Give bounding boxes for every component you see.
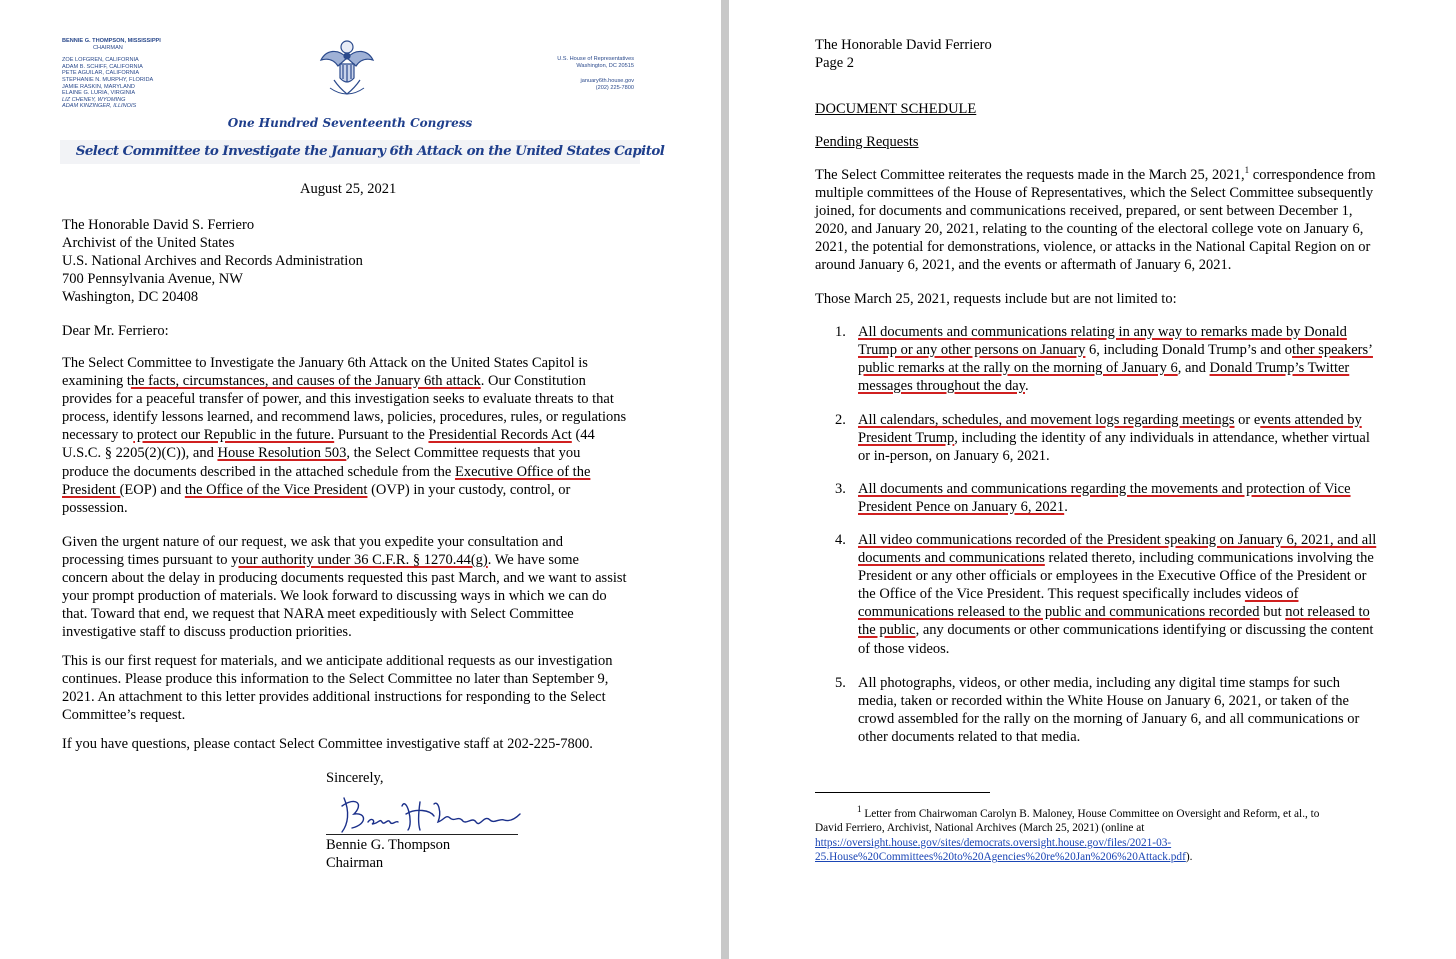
text-line: examining the facts, circumstances, and causes of the January 6th attack. Our Constitution <box>62 373 586 390</box>
letter-date: August 25, 2021 <box>300 181 397 197</box>
page-divider <box>721 0 729 959</box>
text-line: communications released to the public and communications recorded but not released to <box>858 604 1370 621</box>
committee-title: Select Committee to Investigate the January 6th Attack on the United States Capitol <box>75 143 665 159</box>
text-line: concern about the delay in producing documents requested this past March, and we want to assist <box>62 570 627 587</box>
text-line: necessary to protect our Republic in the future. Pursuant to the Presidential Records Act (44 <box>62 427 595 444</box>
member-name: ELAINE G. LURIA, VIRGINIA <box>62 90 136 97</box>
text-line: President Pence on January 6, 2021. <box>858 499 1068 516</box>
schedule-heading: DOCUMENT SCHEDULE <box>815 101 977 117</box>
page-header <box>815 36 992 72</box>
members-list <box>62 57 161 110</box>
text-line: messages throughout the day. <box>858 378 1029 395</box>
letterhead-members <box>62 38 161 110</box>
text-line: multiple committees of the House of Representatives, which the Select Committee subsequently <box>815 185 1374 202</box>
text-line: Given the urgent nature of our request, we ask that you expedite your consultation and <box>62 534 564 550</box>
text-line: All documents and communications regarding the movements and protection of Vice <box>858 481 1351 497</box>
member-name: LIZ CHENEY, WYOMING <box>62 96 126 103</box>
address-line: Archivist of the United States <box>62 235 235 252</box>
eagle-seal-icon <box>318 38 376 100</box>
text-line: 2021, the potential for demonstrations, violence, or attacks in the National Capital Region on or <box>815 239 1371 256</box>
text-line: provides for a peaceful transfer of power, and this investigation seeks to evaluate threats to that <box>62 391 614 408</box>
address-line: U.S. National Archives and Records Administration <box>62 253 363 270</box>
text-line: President or any other officials or employees in the Executive Office of the President or <box>858 568 1367 585</box>
contact-website: january6th.house.gov <box>580 78 634 84</box>
text-line: U.S.C. § 2205(2)(C)), and House Resolution 503, the Select Committee requests that you <box>62 445 581 462</box>
text-line: All documents and communications relating in any way to remarks made by Donald <box>858 324 1347 340</box>
text-line: The Select Committee reiterates the requests made in the March 25, 2021,$^1$ correspondence from <box>815 165 1376 183</box>
text-line: of those videos. <box>858 640 950 657</box>
text-line: joined, for documents and communications received, prepared, or sent between December 1, <box>815 203 1353 220</box>
footnote-line: $^1$ Letter from Chairwoman Carolyn B. Maloney, House Committee on Oversight and Reform, et al., to <box>857 804 1320 820</box>
item-number: 1. <box>835 324 846 340</box>
address-line: Washington, DC 20515 <box>576 63 634 69</box>
item-number: 2. <box>835 412 846 428</box>
item-body <box>858 480 1386 516</box>
paragraph-1 <box>62 354 642 517</box>
text-line: the Office of the Vice President. This request specifically includes videos of <box>858 586 1299 603</box>
text-line: produce the documents described in the attached schedule from the Executive Office of the <box>62 463 591 480</box>
chairman-title: CHAIRMAN <box>93 44 123 51</box>
text-line: The Select Committee to Investigate the January 6th Attack on the United States Capitol is <box>62 355 588 371</box>
address-line: The Honorable David S. Ferriero <box>62 217 255 233</box>
footnote-link[interactable]: https://oversight.house.gov/sites/democrats.oversight.house.gov/files/2021-03- <box>815 836 1172 849</box>
text-line: other documents related to that media. <box>858 729 1081 746</box>
text-line: Trump or any other persons on January 6, including Donald Trump’s and other speakers’ <box>858 342 1373 359</box>
schedule-page <box>729 0 1456 959</box>
text-line: or in-person, on January 6, 2021. <box>858 448 1050 465</box>
signer-title: Chairman <box>326 854 384 871</box>
signature-image <box>334 792 524 840</box>
footnote-number: 1 <box>857 804 862 815</box>
recipient-address <box>62 216 363 306</box>
requests-lead: Those March 25, 2021, requests include but are not limited to: <box>815 291 1177 307</box>
address-line: Washington, DC 20408 <box>62 289 199 306</box>
paragraph-2 <box>62 533 642 642</box>
text-line: continues. Please produce this information to the Select Committee no later than September 9, <box>62 671 609 688</box>
text-line: 2021. An attachment to this letter provides additional instructions for responding to the Select <box>62 689 606 706</box>
signer-block <box>326 837 450 872</box>
text-line: crowd assembled for the rally on the morning of January 6, and all communications or <box>858 711 1360 728</box>
header-recipient: The Honorable David Ferriero <box>815 37 992 53</box>
footnote-line: David Ferriero, Archivist, National Archives (March 25, 2021) (online at <box>815 822 1145 835</box>
item-number: 3. <box>835 481 846 497</box>
text-line: This is our first request for materials, and we anticipate additional requests as our investigation <box>62 653 613 669</box>
text-line: the public, any documents or other communications identifying or discussing the content <box>858 622 1374 639</box>
footnote-ref[interactable]: 1 <box>1244 165 1250 176</box>
member-name: ZOE LOFGREN, CALIFORNIA <box>62 57 139 64</box>
text-line: All video communications recorded of the President speaking on January 6, 2021, and all <box>858 532 1377 548</box>
page-number: Page 2 <box>815 55 855 72</box>
member-name: JAMIE RASKIN, MARYLAND <box>62 83 135 90</box>
congress-title: One Hundred Seventeenth Congress <box>227 116 473 130</box>
text-line: process, identify lessons learned, and recommend laws, policies, procedures, rules, or regulations <box>62 409 627 426</box>
text-line: processing times pursuant to your authority under 36 C.F.R. § 1270.44(g). We have some <box>62 552 579 569</box>
item-body <box>858 323 1386 395</box>
paragraph-3 <box>62 652 642 724</box>
text-line: public remarks at the rally on the morning of January 6, and Donald Trump’s Twitter <box>858 360 1350 377</box>
text-line: investigative staff to discuss production priorities. <box>62 624 352 641</box>
address-line: U.S. House of Representatives <box>557 56 634 62</box>
member-name: PETE AGUILAR, CALIFORNIA <box>62 70 140 77</box>
item-number: 5. <box>835 675 846 691</box>
item-body <box>858 531 1386 658</box>
member-name: STEPHANIE N. MURPHY, FLORIDA <box>62 76 154 83</box>
text-line: your prompt production of materials. We look forward to discussing ways in which we can do <box>62 588 607 605</box>
text-line: that. Toward that end, we request that NARA meet expeditiously with Select Committee <box>62 606 574 623</box>
text-line: possession. <box>62 499 128 516</box>
closing: Sincerely, <box>326 770 384 786</box>
text-line: All calendars, schedules, and movement logs regarding meetings or events attended by <box>858 412 1362 428</box>
footnote-link[interactable]: 25.House%20Committees%20to%20Agencies%20re%20Jan%206%20Attack.pdf). <box>815 851 1193 864</box>
letter-page <box>0 0 721 959</box>
text-line: around January 6, 2021, and the events or aftermath of January 6, 2021. <box>815 257 1232 274</box>
paragraph-4: If you have questions, please contact Select Committee investigative staff at 202-225-7800. <box>62 736 593 752</box>
text-line: documents and communications related thereto, including communications involving the <box>858 550 1374 567</box>
address-line: 700 Pennsylvania Avenue, NW <box>62 271 243 288</box>
pending-requests-heading: Pending Requests <box>815 134 919 150</box>
signature-line <box>326 834 518 835</box>
chairman-name: BENNIE G. THOMPSON, MISSISSIPPI <box>62 38 161 44</box>
item-body <box>858 674 1386 746</box>
text-line: All photographs, videos, or other media, including any digital time stamps for such <box>858 675 1341 691</box>
member-name: ADAM B. SCHIFF, CALIFORNIA <box>62 63 143 70</box>
letterhead-address <box>548 56 634 92</box>
text-line: President (EOP) and the Office of the Vice President (OVP) in your custody, control, or <box>62 481 571 498</box>
footnote-divider <box>815 792 990 793</box>
text-line: 2020, and January 20, 2021, relating to the counting of the electoral college vote on January 6, <box>815 221 1364 238</box>
contact-phone: (202) 225-7800 <box>595 85 634 91</box>
signer-name: Bennie G. Thompson <box>326 837 451 853</box>
text-line: President Trump, including the identity of any individuals in attendance, whether virtual <box>858 430 1370 447</box>
member-name: ADAM KINZINGER, ILLINOIS <box>62 103 137 110</box>
item-number: 4. <box>835 532 846 548</box>
salutation: Dear Mr. Ferriero: <box>62 323 169 339</box>
footnote <box>815 804 1395 865</box>
text-line: media, taken or recorded within the White House on January 6, 2021, or taken of the <box>858 693 1349 710</box>
text-line: Committee’s request. <box>62 707 186 724</box>
item-body <box>858 411 1386 465</box>
schedule-intro <box>815 166 1390 275</box>
